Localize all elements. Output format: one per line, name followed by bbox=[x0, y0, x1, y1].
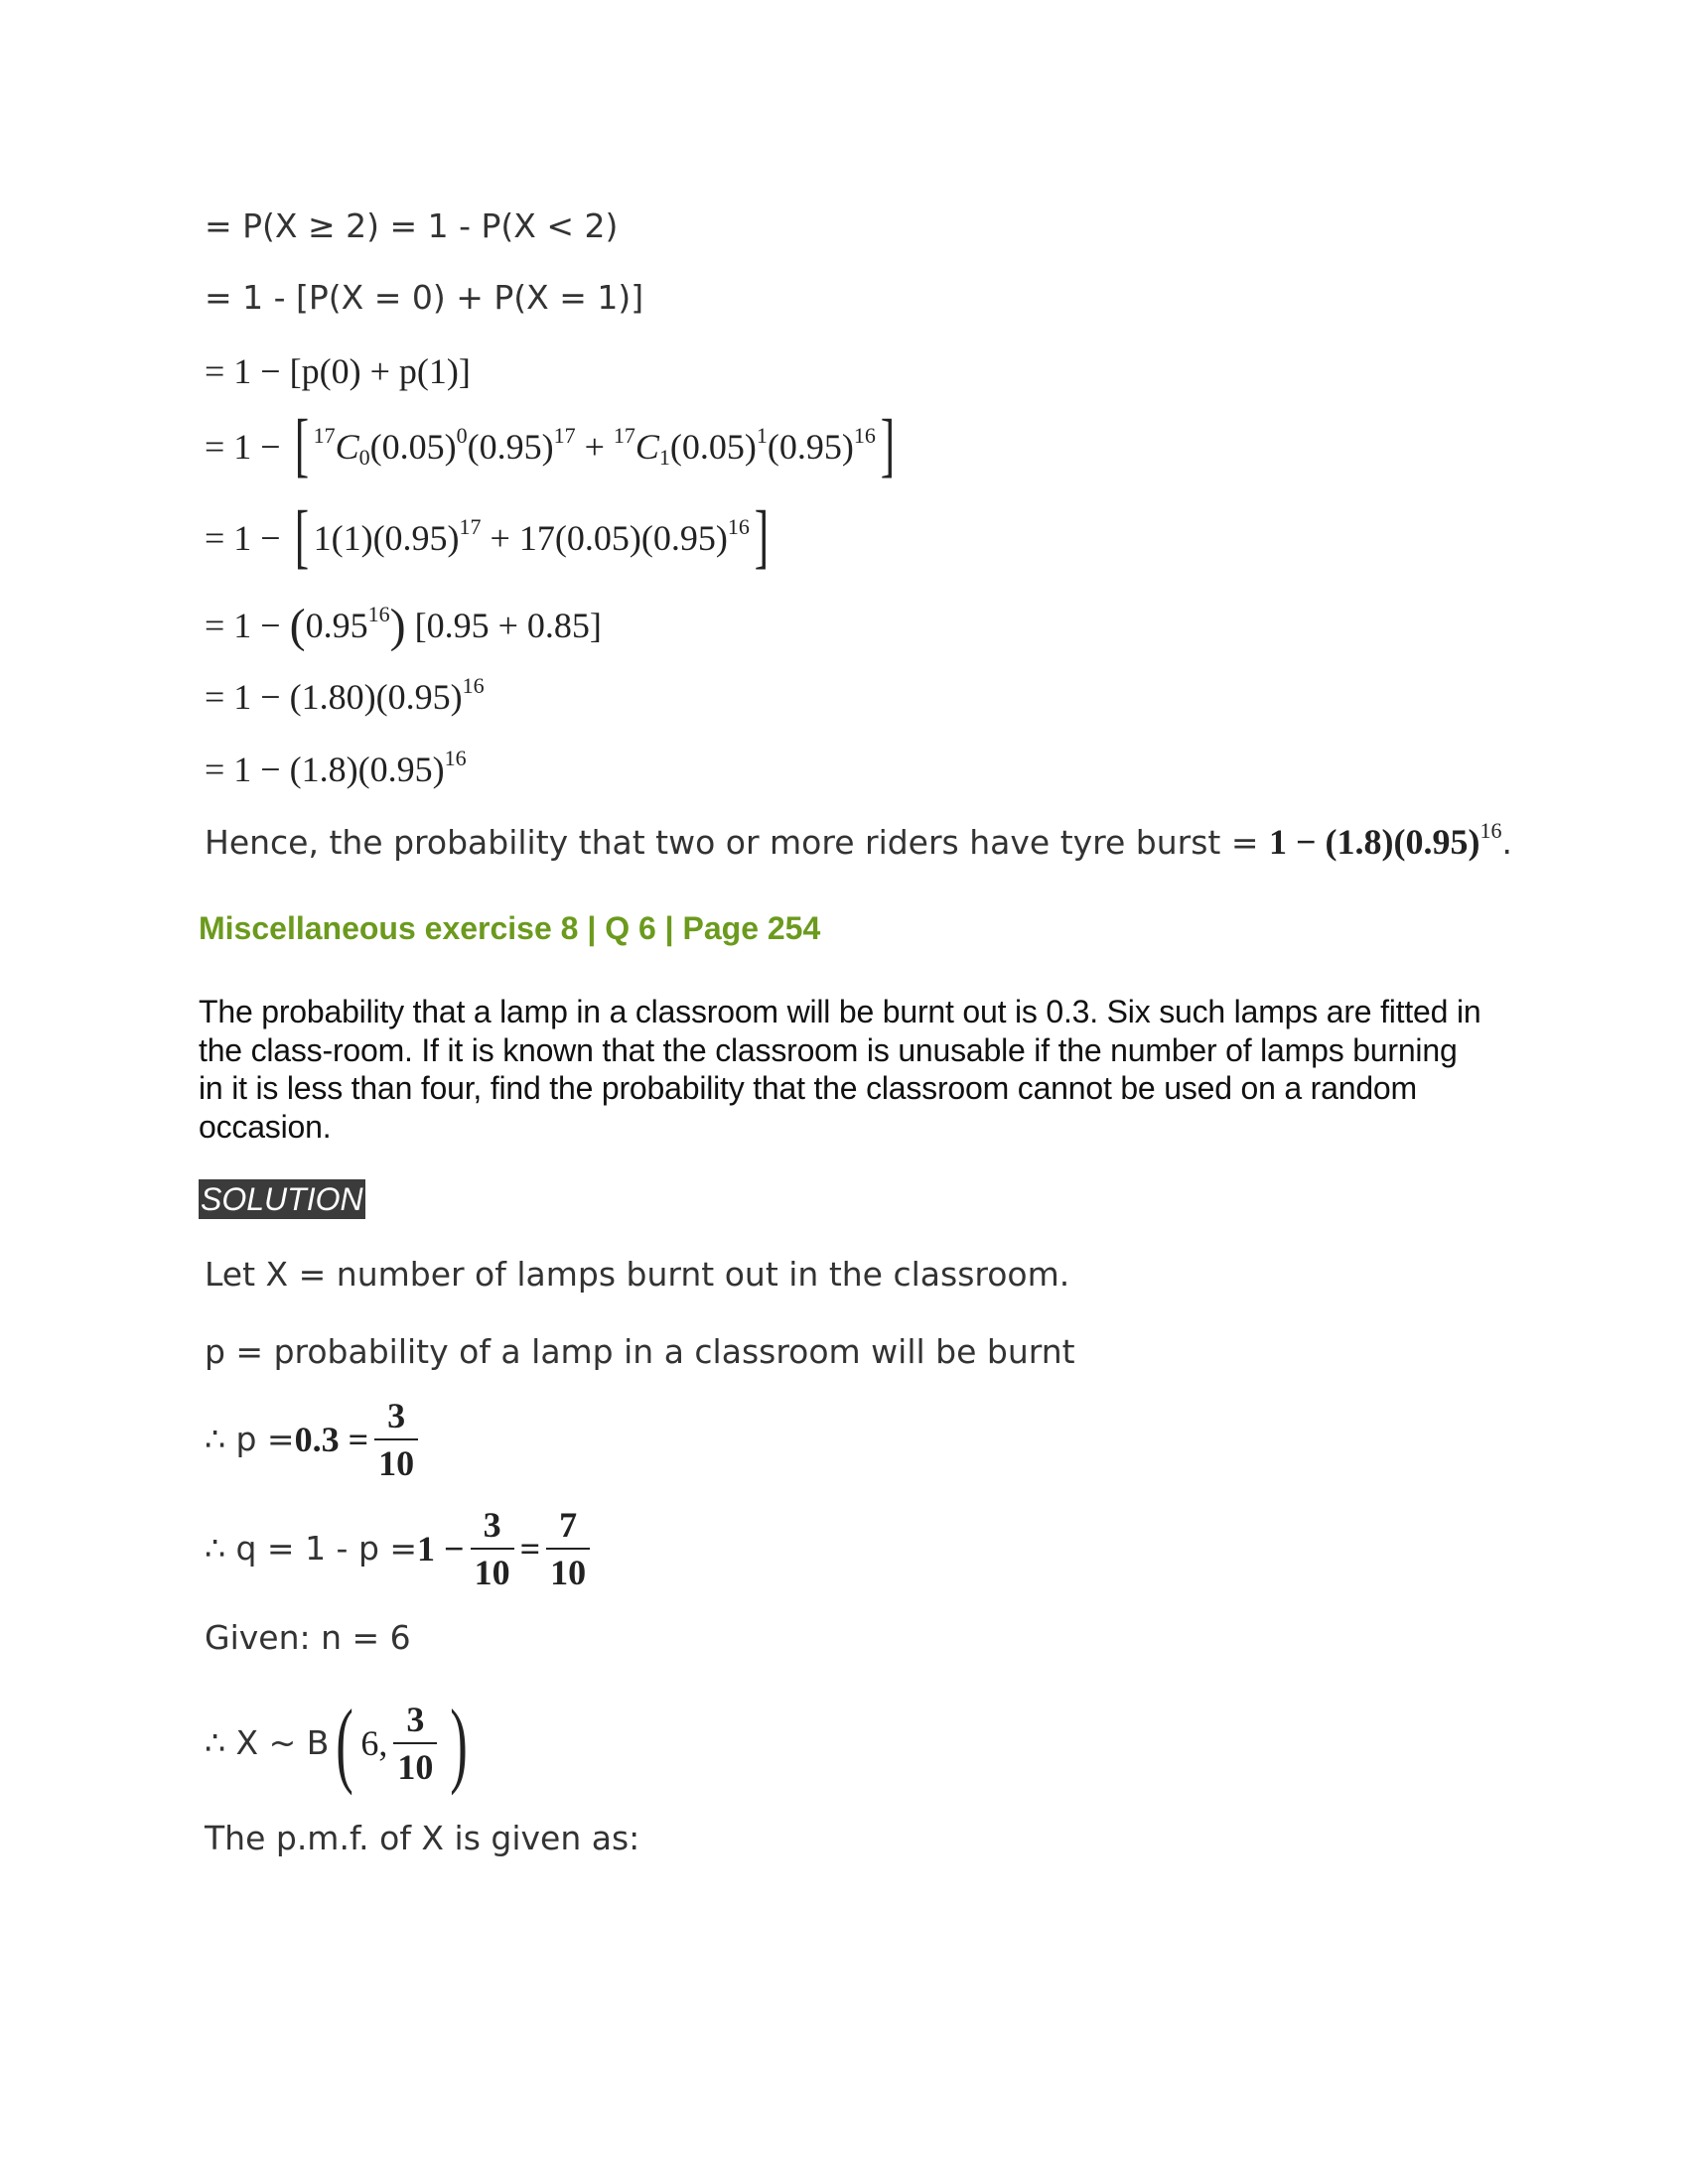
conclusion-line: Hence, the probability that two or more riders have tyre burst = $1 - (1.8)(0.95)^{16}$. bbox=[205, 818, 1512, 862]
solution-label: SOLUTION bbox=[201, 1181, 363, 1217]
question-heading: Miscellaneous exercise 8 | Q 6 | Page 254 bbox=[199, 910, 821, 946]
fraction-x: $\frac{3}{10}$ bbox=[393, 1697, 437, 1790]
step-line-4: = 1 − [ $^{17}C_0(0.05)^0(0.95)^{17} + ^{17}C_1(0.05)^1(0.95)^{16}$] bbox=[205, 405, 896, 484]
solution-p-definition: p = probability of a lamp in a classroom will be burnt bbox=[205, 1332, 1075, 1371]
solution-q-value: ∴ q = 1 - p = 1 − $\frac{3}{10}$ = $\frac{7}{10}$ bbox=[205, 1494, 596, 1603]
step-line-3: = 1 − [p(0) + p(1)] bbox=[205, 351, 471, 391]
step-line-6: = $1 - (0.95^{16}) [0.95 + 0.85]$ bbox=[205, 600, 602, 652]
step-line-8: = $1 - (1.8)(0.95)^{16}$ bbox=[205, 746, 467, 789]
step-line-5: = 1 − [ $1(1)(0.95)^{17} + 17(0.05)(0.95)^{16}$] bbox=[205, 496, 769, 576]
fraction-q-1: $\frac{3}{10}$ bbox=[471, 1502, 514, 1595]
solution-distribution-line: ∴ X ~ B ( 6, $\frac{3}{10}$ ) bbox=[205, 1690, 469, 1796]
solution-let-line: Let X = number of lamps burnt out in the classroom. bbox=[205, 1255, 1070, 1294]
fraction-p: $\frac{3}{10}$ bbox=[374, 1393, 418, 1486]
question-text: The probability that a lamp in a classroom will be burnt out is 0.3. Six such lamps are fitted in the class-room. If it is known that the classroom is unusable if the number of lamps burning in it is less than four, find the probability that the classroom cannot be used on a random occasion. bbox=[199, 994, 1481, 1145]
step-line-7: = $1 - (1.80)(0.95)^{16}$ bbox=[205, 673, 485, 717]
solution-given-line: Given: n = 6 bbox=[205, 1618, 411, 1657]
solution-p-value: ∴ p = 0.3 = $\frac{3}{10}$ bbox=[205, 1385, 424, 1494]
solution-pmf-line: The p.m.f. of X is given as: bbox=[205, 1819, 640, 1857]
fraction-q-2: $\frac{7}{10}$ bbox=[546, 1502, 590, 1595]
step-line-1: = P(X ≥ 2) = 1 - P(X < 2) bbox=[205, 206, 619, 245]
step-line-2: = 1 - [P(X = 0) + P(X = 1)] bbox=[205, 278, 644, 317]
